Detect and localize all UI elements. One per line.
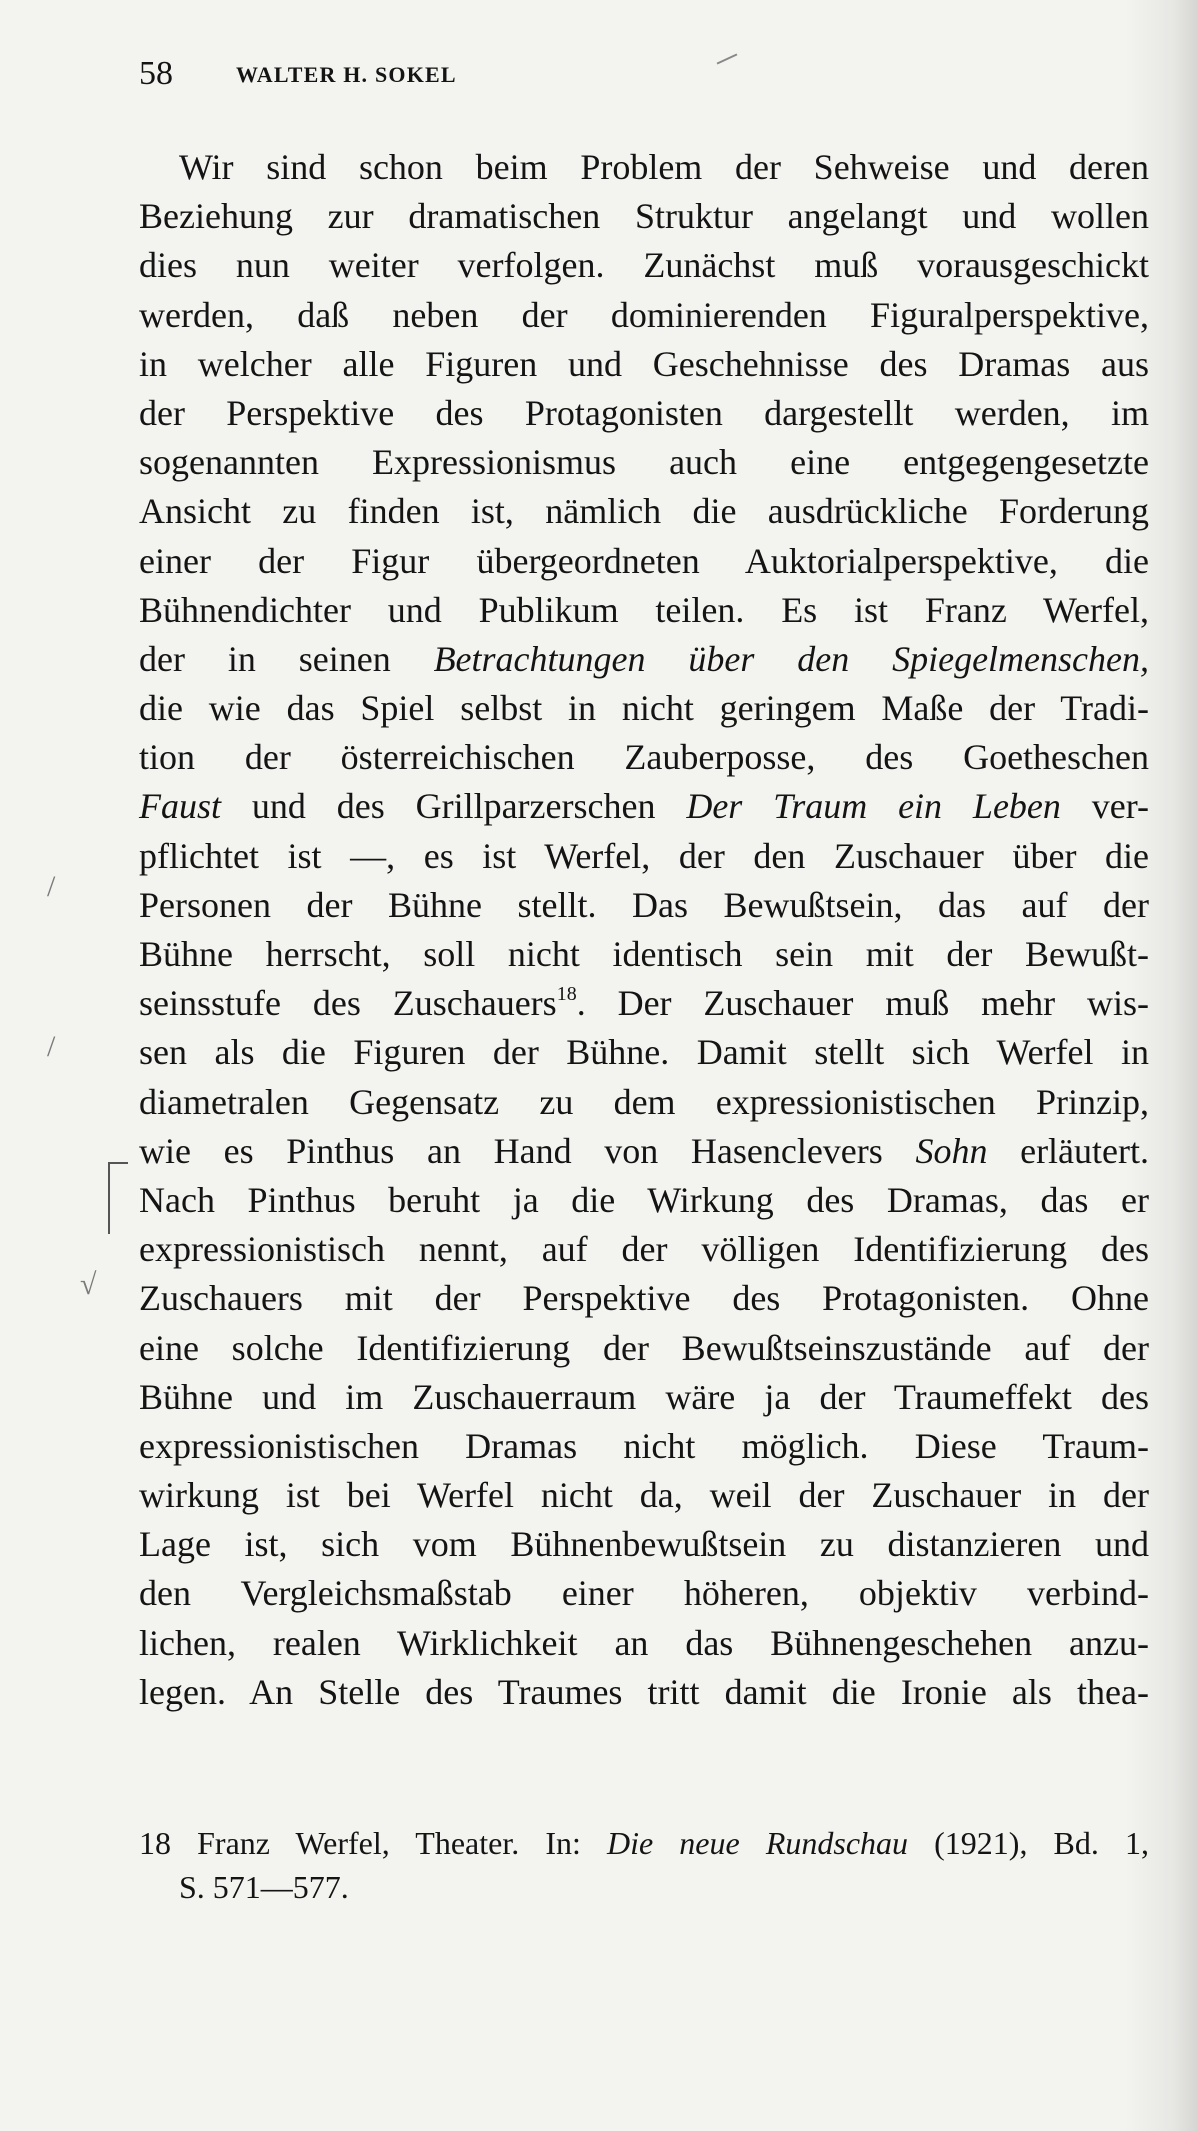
text-line [139,438,1149,487]
margin-bracket-mark [108,1162,128,1234]
line-text: Nach Pinthus beruht ja die Wirkung des Dramas, das er [139,1179,1149,1220]
footnote-pages: S. 571—577. [179,1869,349,1905]
line-text: sogenannten Expressionismus auch eine entgegengesetzte [139,442,1149,483]
footnote [139,1821,1149,1909]
line-text: wirkung ist bei Werfel nicht da, weil der Zuschauer in der [139,1475,1149,1516]
footnote-line [139,1821,1149,1865]
text-line [139,881,1149,930]
text-line [139,1668,1149,1717]
line-text: lichen, realen Wirklichkeit an das Bühnengeschehen anzu- [139,1622,1149,1663]
line-text: Wir sind schon beim Problem der Sehweise und deren [179,147,1149,187]
work-title: Betrachtungen über den Spiegelmenschen, [433,638,1149,679]
text-line [139,389,1149,438]
text-line [139,1078,1149,1127]
text-line [139,635,1149,684]
margin-check-mark: √ [80,1268,97,1301]
work-title: Sohn [915,1130,988,1171]
line-text: den Vergleichsmaßstab einer höheren, objektiv verbind- [139,1573,1149,1614]
text-line [139,1471,1149,1520]
text-line [139,1422,1149,1471]
line-text: seinsstufe des Zuschauers [139,983,557,1024]
line-text: dies nun weiter verfolgen. Zunächst muß vorausgeschickt [139,245,1149,286]
text-line [139,684,1149,733]
line-text: Bühne herrscht, soll nicht identisch sein mit der Bewußt- [139,934,1149,974]
line-text: Beziehung zur dramatischen Struktur angelangt und wollen [139,196,1149,237]
footnote-text: Franz Werfel, Theater. In: [171,1825,607,1861]
line-text: einer der Figur übergeordneten Auktorialperspektive, die [139,540,1149,581]
line-text: legen. An Stelle des Traumes tritt damit die Ironie als thea- [139,1671,1149,1712]
text-line [139,733,1149,782]
text-line [139,1520,1149,1569]
line-text: der Perspektive des Protagonisten dargestellt werden, im [139,392,1149,433]
running-head-author: WALTER H. SOKEL [236,62,457,87]
line-text: diametralen Gegensatz zu dem expressionistischen Prinzip, [139,1081,1149,1122]
line-text: Personen der Bühne stellt. Das Bewußtsein, das auf der [139,884,1149,925]
text-line [139,930,1149,979]
line-text: in welcher alle Figuren und Geschehnisse des Dramas aus [139,343,1149,384]
line-text: Ansicht zu finden ist, nämlich die ausdrückliche Forderung [139,491,1149,532]
line-text: Bühnendichter und Publikum teilen. Es ist Franz Werfel, [139,589,1149,630]
text-line [139,1569,1149,1618]
line-text: pflichtet ist —, es ist Werfel, der den Zuschauer über die [139,835,1149,876]
line-text: werden, daß neben der dominierenden Figuralperspektive, [139,294,1149,335]
text-line [139,340,1149,389]
footnote-number: 18 [139,1825,171,1861]
body-text [139,143,1149,1717]
text-line [139,832,1149,881]
line-text: expressionistisch nennt, auf der völligen Identifizierung des [139,1229,1149,1270]
text-line [139,1127,1149,1176]
line-text: und des Grillparzerschen [221,786,687,827]
line-text: tion der österreichischen Zauberposse, des Goetheschen [139,737,1149,778]
text-line [139,1274,1149,1323]
text-line [139,537,1149,586]
text-line [139,1619,1149,1668]
line-text: erläutert. [987,1130,1150,1171]
text-line [139,1373,1149,1422]
text-line [139,1225,1149,1274]
text-line [139,487,1149,536]
text-line [139,143,1149,192]
footnote-text: (1921), Bd. 1, [908,1825,1149,1861]
text-line [139,291,1149,340]
text-line [139,241,1149,290]
work-title: Der Traum ein Leben [686,786,1061,827]
line-text: die wie das Spiel selbst in nicht geringem Maße der Tradi- [139,688,1149,729]
line-text: der in seinen [139,638,434,679]
footnote-journal-title: Die neue Rundschau [606,1825,909,1861]
line-text: Zuschauers mit der Perspektive des Protagonisten. Ohne [139,1278,1149,1319]
page-header [139,54,1149,94]
text-line [139,1324,1149,1373]
text-line [139,586,1149,635]
line-text: eine solche Identifizierung der Bewußtseinszustände auf der [139,1327,1149,1368]
line-text: Bühne und im Zuschauerraum wäre ja der Traumeffekt des [139,1376,1149,1417]
text-line [139,192,1149,241]
line-text: . Der Zuschauer muß mehr wis- [576,983,1149,1024]
line-text: sen als die Figuren der Bühne. Damit stellt sich Werfel in [139,1032,1149,1073]
margin-check-mark: / [47,1030,56,1063]
line-text: expressionistischen Dramas nicht möglich. Diese Traum- [139,1425,1149,1466]
text-line [139,1028,1149,1077]
text-line [139,1176,1149,1225]
work-title: Faust [139,786,222,827]
footnote-reference: 18 [556,983,577,1006]
text-line [139,979,1149,1028]
line-text: ver- [1060,786,1150,827]
line-text: Lage ist, sich vom Bühnenbewußtsein zu distanzieren und [139,1524,1149,1565]
line-text: wie es Pinthus an Hand von Hasenclevers [139,1130,916,1171]
text-line [139,782,1149,831]
margin-check-mark: / [47,870,56,903]
page-number: 58 [139,55,173,92]
